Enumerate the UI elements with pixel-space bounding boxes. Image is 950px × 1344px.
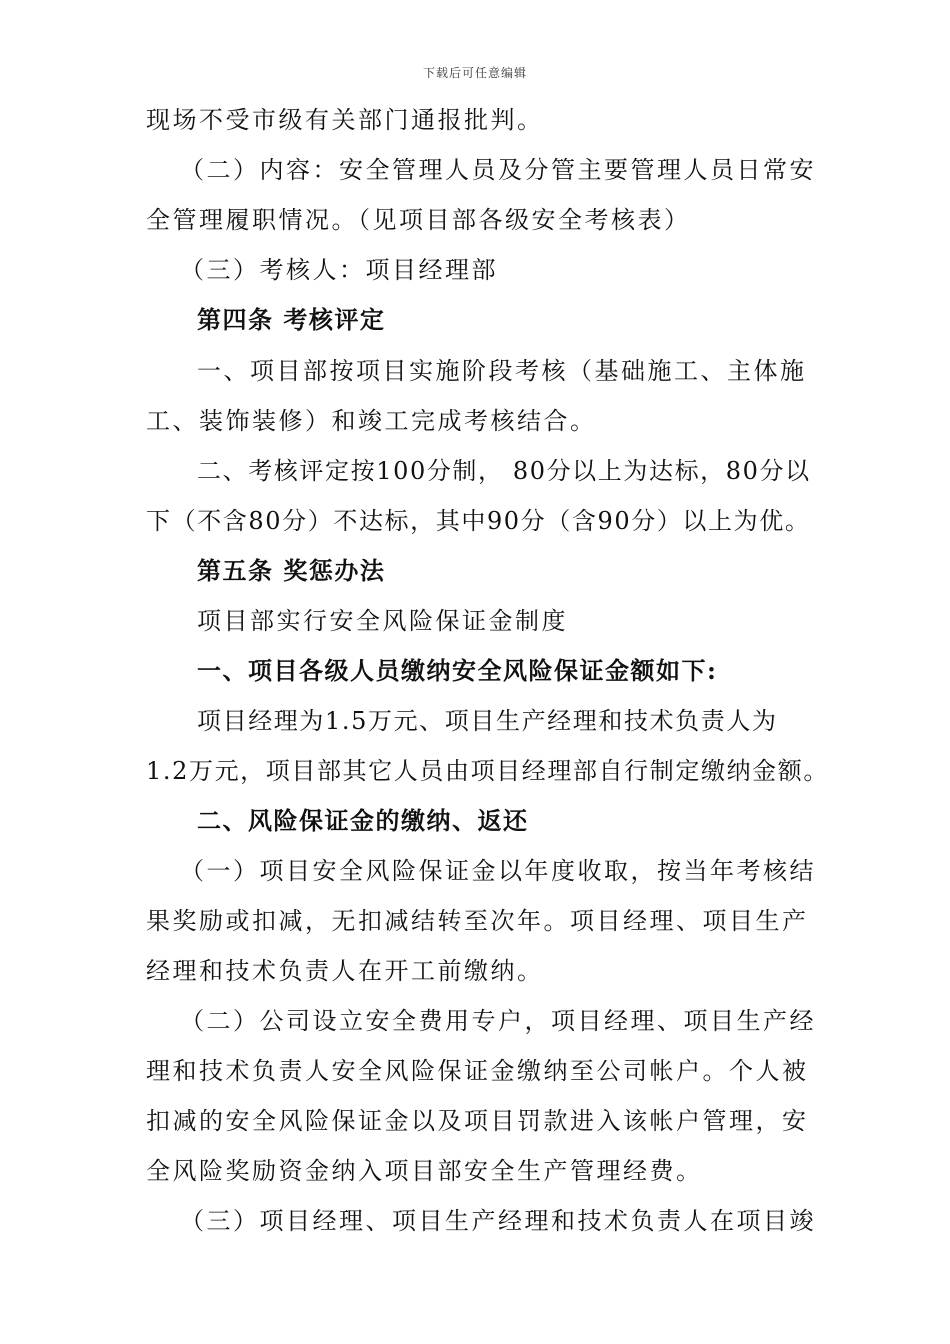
body-line-16: （一）项目安全风险保证金以年度收取，按当年考核结 — [180, 857, 816, 885]
body-line-17: 果奖励或扣减，无扣减结转至次年。项目经理、项目生产 — [146, 907, 809, 935]
body-line-14: 1.2万元，项目部其它人员由项目经理部自行制定缴纳金额。 — [146, 757, 829, 785]
page-header-note: 下载后可任意编辑 — [422, 66, 527, 80]
body-line-2: （二）内容：安全管理人员及分管主要管理人员日常安 — [180, 156, 816, 184]
body-line-11: 项目部实行安全风险保证金制度 — [197, 607, 568, 635]
body-line-7: 工、装饰装修）和竣工完成考核结合。 — [146, 407, 597, 435]
body-line-23: （三）项目经理、项目生产经理和技术负责人在项目竣 — [180, 1207, 816, 1235]
body-line-9: 下（不含80分）不达标，其中90分（含90分）以上为优。 — [146, 507, 811, 535]
body-line-19: （二）公司设立安全费用专户，项目经理、项目生产经 — [180, 1007, 816, 1035]
body-line-3: 全管理履职情况。（见项目部各级安全考核表） — [146, 206, 691, 234]
body-line-13: 项目经理为1.5万元、项目生产经理和技术负责人为 — [197, 707, 778, 735]
body-line-18: 经理和技术负责人在开工前缴纳。 — [146, 957, 544, 985]
subheading-deposit-amount: 一、项目各级人员缴纳安全风险保证金额如下: — [197, 656, 718, 685]
subheading-deposit-payment: 二、风险保证金的缴纳、返还 — [197, 806, 529, 835]
section-heading-article-5: 第五条 奖惩办法 — [197, 556, 386, 585]
body-line-4: （三）考核人：项目经理部 — [180, 256, 498, 284]
body-line-21: 扣减的安全风险保证金以及项目罚款进入该帐户管理，安 — [146, 1107, 809, 1135]
section-heading-article-4: 第四条 考核评定 — [197, 305, 386, 334]
body-line-6: 一、项目部按项目实施阶段考核（基础施工、主体施 — [197, 357, 807, 385]
body-line-1: 现场不受市级有关部门通报批判。 — [146, 106, 544, 134]
body-line-8: 二、考核评定按100分制， 80分以上为达标，80分以 — [197, 457, 811, 485]
body-line-22: 全风险奖励资金纳入项目部安全生产管理经费。 — [146, 1157, 703, 1185]
body-line-20: 理和技术负责人安全风险保证金缴纳至公司帐户。个人被 — [146, 1057, 809, 1085]
